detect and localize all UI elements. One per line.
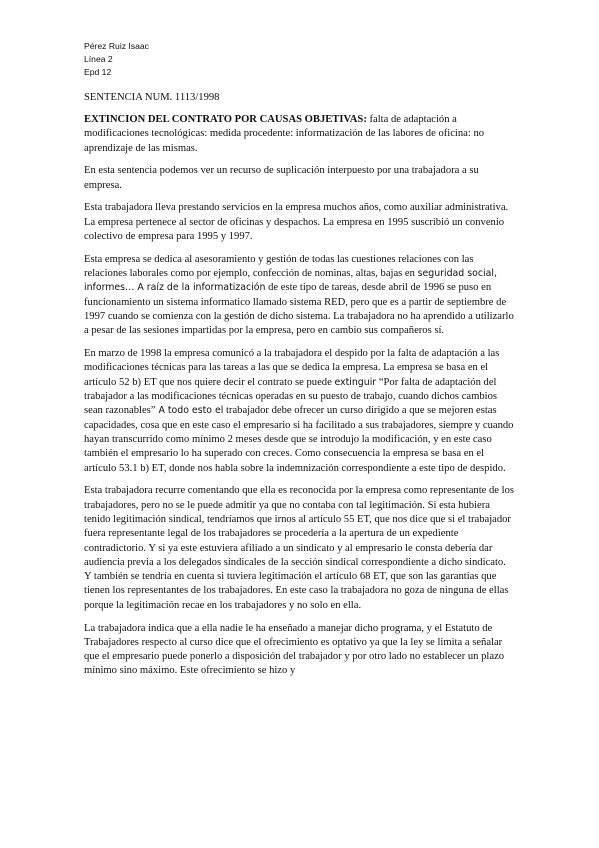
paragraph-2: En esta sentencia podemos ver un recurso de suplicación interpuesto por una trabajadora a su empresa. [84, 165, 479, 191]
paragraph-4 [84, 253, 515, 339]
paragraph-1-heading: EXTINCION DEL CONTRATO POR CAUSAS OBJETIVAS: [84, 114, 367, 125]
paragraph-3: Esta trabajadora lleva prestando servicios en la empresa muchos años, como auxiliar administrativa. La empresa pertenece al sector de oficinas y despachos. La empresa en 1995 suscribió un convenio colectivo de empresa para 1995 y 1997. [84, 202, 509, 243]
paragraph-1-text: falta de adaptación a modificaciones tecnológicas: medida procedente: informatización de las labores de oficina: no aprendizaje de las mismas. [84, 114, 485, 154]
line-label: Línea 2 [84, 54, 113, 64]
paragraph-5-part-b: extinguir [334, 376, 377, 388]
paragraph-6: Esta trabajadora recurre comentando que ella es reconocida por la empresa como representante de los trabajadores, pero no se le puede admitir ya que no contaba con tal legitimación. Si esta hubiera tenido legitimación sindical, tendríamos que irnos al artículo 55 ET, que nos dice que si el trabajador fuera representante legal de los trabajadores se procedería a la apertura de un expediente contradictorio. Y si ya este estuviera afiliado a un sindicato y al empresario le consta debería dar audiencia previa a los delegados sindicales de la sección sindical correspondiente a dicho sindicato. Y también se tendría en cuenta si tuviera legitimación el artículo 68 ET, que son las garantías que tienen los representantes de los trabajadores. En este caso la trabajadora no goza de ninguna de ellas porque la legitimación recae en los trabajadores y no solo en ella. [84, 485, 515, 611]
sentence-title: SENTENCIA NUM. 1113/1998 [84, 92, 220, 103]
epd-label: Epd 12 [84, 67, 112, 77]
document-header [84, 40, 515, 79]
paragraph-5-part-e: trabajador debe ofrecer un curso dirigido a que se mejoren estas capacidades, cosa que en este caso el empresario si ha facilitado a sus trabajadores, siempre y cuando hayan transcurrido como mínimo 2 meses desde que se introdujo la modificación, y en este caso también el empresario lo ha superado con creces. Como consecuencia la empresa se basa en el artículo 53.1 b) ET, donde nos habla sobre la indemnización correspondiente a este tipo de despido. [84, 405, 514, 474]
paragraph-7: La trabajadora indica que a ella nadie le ha enseñado a manejar dicho programa, y el Estatuto de Trabajadores respecto al curso dice que el ofrecimiento es optativo ya que la ley se limita a señalar que el empresario puede ponerlo a disposición del trabajador y por otro lado no establecer un plazo mínimo sino máximo. Este ofrecimiento se hizo y [84, 622, 505, 677]
paragraph-5-part-a: En marzo de 1998 la empresa comunicó a la trabajadora el despido por la falta de adaptación a las modificaciones técnicas para las tareas a las que se dedica la empresa. La empresa se basa en el artículo 52 b) ET que nos quiere decir el contrato se puede [84, 348, 500, 388]
paragraph-5-part-c: “Por falta de adaptación del trabajador a las modificaciones técnicas operadas en su puesto de trabajo, cuando dichos cambios sean razonables” [84, 376, 498, 417]
paragraph-5-part-d: A todo esto el [155, 405, 224, 417]
paragraph-5 [84, 347, 515, 476]
paragraph-1 [84, 113, 515, 156]
paragraph-4-part-b: seguridad social, informes… A raíz de la informatización [84, 268, 497, 294]
paragraph-4-part-a: Esta empresa se dedica al asesoramiento y gestión de todas las cuestiones relaciones con las relaciones laborales como por ejemplo, confección de nominas, altas, bajas en [84, 253, 474, 280]
author-name: Pérez Ruiz Isaac [84, 41, 149, 51]
paragraph-4-part-c: de este tipo de tareas, desde abril de 1996 se puso en funcionamiento un sistema informatico llamado sistema RED, pero que es a partir de septiembre de 1997 cuando se comienza con la gestión de dicho sistema. La trabajadora no ha aprendido a utilizarlo a pesar de las sesiones impartidas por la empresa, pero en cambio sus compañeros sí. [84, 282, 514, 337]
